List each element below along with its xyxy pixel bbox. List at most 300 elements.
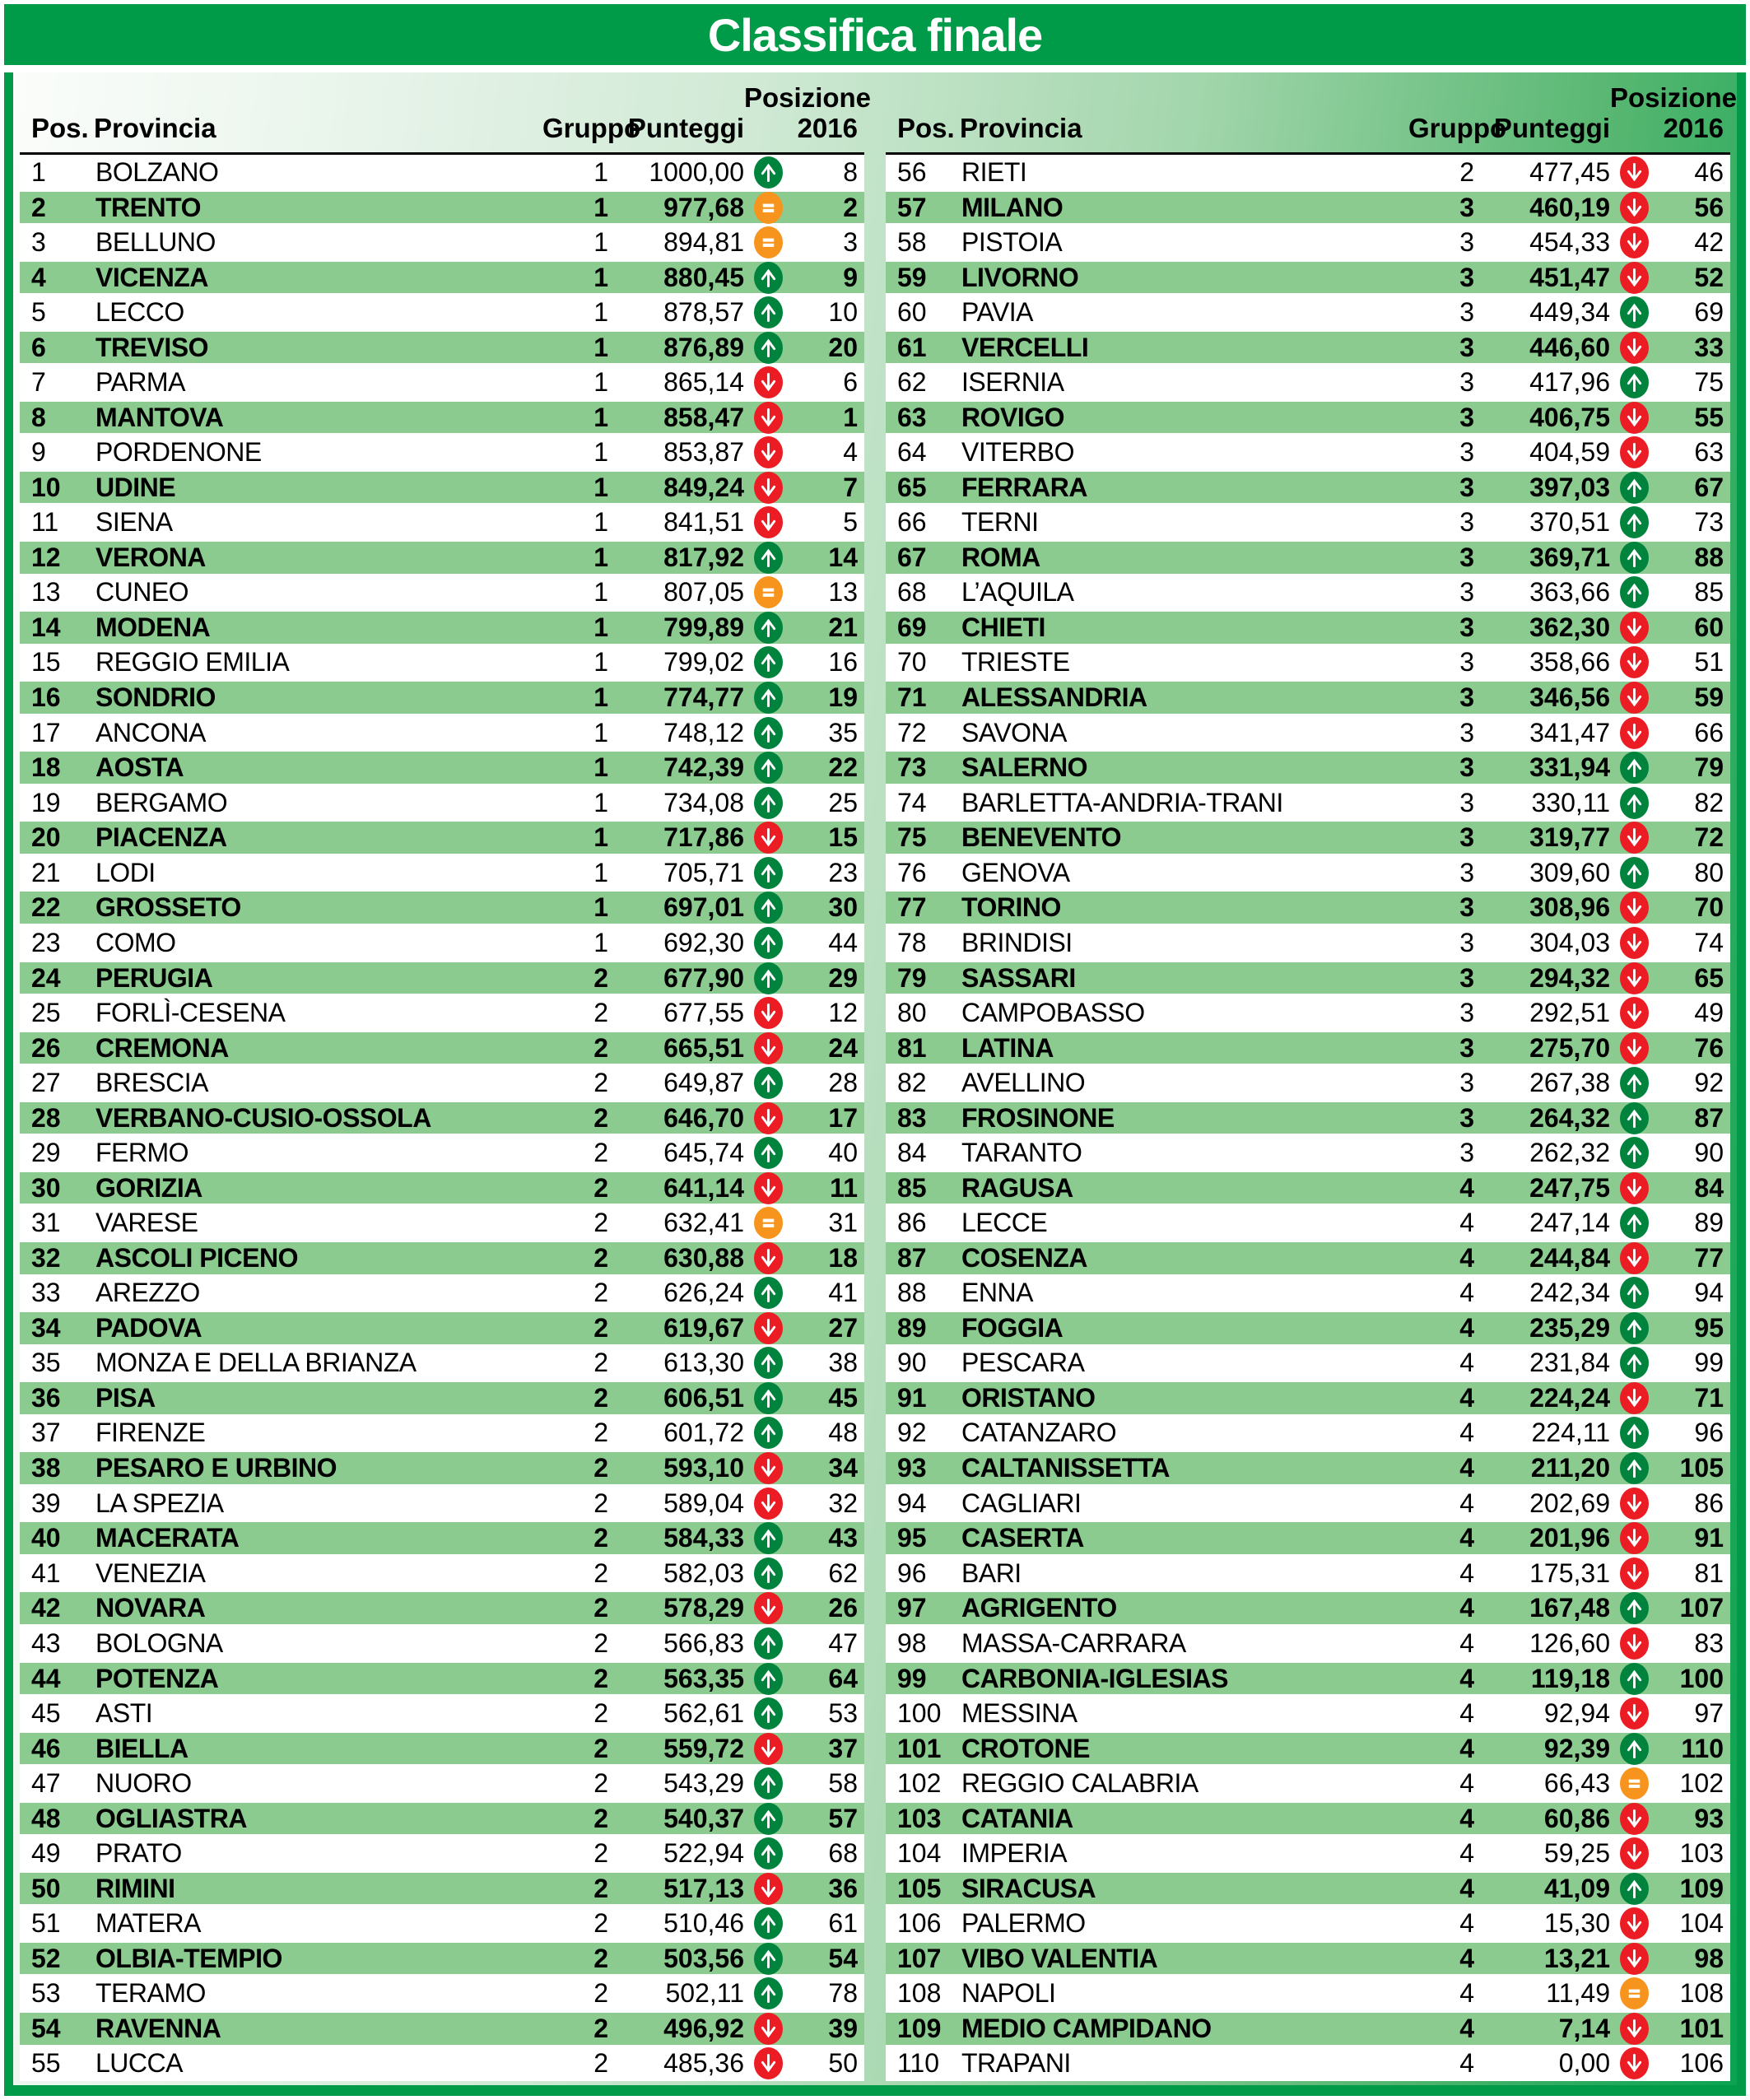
score-cell: 242,34 bbox=[1529, 1278, 1610, 1308]
score-cell: 362,30 bbox=[1529, 612, 1610, 643]
trend-icon-cell bbox=[1610, 962, 1658, 994]
trend-icon-cell bbox=[1610, 1627, 1658, 1660]
down-arrow-icon bbox=[1620, 997, 1649, 1029]
up-arrow-icon bbox=[1620, 1733, 1649, 1765]
column-header-posizione-line2: 2016 bbox=[1663, 113, 1724, 144]
trend-icon-cell bbox=[1610, 822, 1658, 854]
rank-cell: 64 bbox=[897, 437, 927, 468]
position-2016-cell: 110 bbox=[1681, 1733, 1724, 1763]
trend-icon-cell bbox=[744, 436, 792, 468]
down-arrow-icon bbox=[1620, 192, 1649, 224]
down-arrow-icon bbox=[1620, 226, 1649, 258]
group-cell: 3 bbox=[1459, 927, 1474, 957]
rank-cell: 31 bbox=[31, 1208, 61, 1238]
rank-cell: 78 bbox=[897, 927, 927, 957]
down-arrow-icon bbox=[1620, 962, 1649, 994]
table-row bbox=[886, 1381, 1730, 1416]
position-2016-cell: 85 bbox=[1694, 577, 1724, 608]
up-arrow-icon bbox=[754, 1382, 783, 1414]
table-row bbox=[20, 1486, 864, 1521]
score-cell: 665,51 bbox=[663, 1032, 744, 1063]
score-cell: 304,03 bbox=[1529, 927, 1610, 957]
rank-cell: 60 bbox=[897, 296, 927, 327]
table-row bbox=[20, 1590, 864, 1626]
down-arrow-icon bbox=[1620, 1943, 1649, 1975]
down-arrow-icon bbox=[1620, 927, 1649, 959]
table-left-rows bbox=[20, 155, 864, 2085]
province-cell: PISTOIA bbox=[961, 226, 1063, 257]
score-cell: 66,43 bbox=[1543, 1767, 1610, 1798]
position-2016-cell: 44 bbox=[828, 927, 858, 957]
table-row bbox=[886, 855, 1730, 891]
table-left-header bbox=[20, 72, 872, 155]
score-cell: 646,70 bbox=[663, 1102, 744, 1133]
province-cell: FROSINONE bbox=[961, 1102, 1115, 1133]
group-cell: 3 bbox=[1459, 296, 1474, 327]
table-row bbox=[886, 645, 1730, 681]
trend-icon-cell bbox=[1610, 717, 1658, 749]
rank-cell: 37 bbox=[31, 1418, 61, 1448]
column-header-pos: Pos. bbox=[897, 113, 955, 143]
rank-cell: 41 bbox=[31, 1558, 61, 1588]
province-cell: FIRENZE bbox=[95, 1418, 206, 1448]
position-2016-cell: 4 bbox=[843, 437, 858, 468]
position-2016-cell: 12 bbox=[828, 997, 858, 1027]
group-cell: 3 bbox=[1459, 507, 1474, 538]
up-arrow-icon bbox=[754, 1417, 783, 1449]
group-cell: 4 bbox=[1459, 1593, 1474, 1623]
province-cell: VERBANO-CUSIO-OSSOLA bbox=[95, 1102, 431, 1133]
table-row bbox=[886, 190, 1730, 226]
up-arrow-icon bbox=[754, 1907, 783, 1939]
province-cell: MACERATA bbox=[95, 1523, 240, 1553]
rank-cell: 54 bbox=[31, 2013, 61, 2043]
position-2016-cell: 49 bbox=[1694, 997, 1724, 1027]
score-cell: 60,86 bbox=[1543, 1803, 1610, 1833]
score-cell: 717,86 bbox=[663, 822, 744, 853]
trend-icon-cell bbox=[1610, 402, 1658, 434]
table-row bbox=[886, 1135, 1730, 1171]
table-row bbox=[886, 1241, 1730, 1276]
position-2016-cell: 34 bbox=[828, 1453, 858, 1483]
province-cell: LIVORNO bbox=[961, 262, 1079, 292]
province-cell: RAVENNA bbox=[95, 2013, 221, 2043]
score-cell: 262,32 bbox=[1529, 1138, 1610, 1168]
group-cell: 2 bbox=[593, 1943, 608, 1973]
rank-cell: 63 bbox=[897, 402, 927, 432]
trend-icon-cell bbox=[744, 752, 792, 784]
group-cell: 2 bbox=[593, 1067, 608, 1097]
down-arrow-icon bbox=[1620, 892, 1649, 924]
rank-cell: 18 bbox=[31, 752, 61, 783]
trend-icon-cell bbox=[744, 1873, 792, 1905]
up-arrow-icon bbox=[754, 1067, 783, 1099]
rank-cell: 43 bbox=[31, 1627, 61, 1658]
up-arrow-icon bbox=[754, 262, 783, 294]
down-arrow-icon bbox=[1620, 1488, 1649, 1520]
table-row bbox=[20, 1416, 864, 1451]
trend-icon-cell bbox=[1610, 1277, 1658, 1309]
table-row bbox=[20, 1205, 864, 1241]
rank-cell: 32 bbox=[31, 1242, 61, 1273]
trend-icon-cell bbox=[744, 366, 792, 398]
down-arrow-icon bbox=[1620, 1522, 1649, 1554]
rank-cell: 38 bbox=[31, 1453, 61, 1483]
group-cell: 3 bbox=[1459, 577, 1474, 608]
up-arrow-icon bbox=[754, 787, 783, 819]
trend-icon-cell bbox=[744, 226, 792, 258]
table-row bbox=[886, 1486, 1730, 1521]
position-2016-cell: 67 bbox=[1694, 472, 1724, 502]
trend-icon-cell bbox=[1610, 1312, 1658, 1344]
rank-cell: 76 bbox=[897, 857, 927, 887]
score-cell: 589,04 bbox=[663, 1488, 744, 1518]
rank-cell: 4 bbox=[31, 262, 46, 292]
score-cell: 331,94 bbox=[1529, 752, 1610, 783]
rank-cell: 106 bbox=[897, 1908, 942, 1939]
position-2016-cell: 79 bbox=[1694, 752, 1724, 783]
group-cell: 2 bbox=[593, 1873, 608, 1903]
table-row bbox=[20, 505, 864, 540]
table-row bbox=[886, 330, 1730, 366]
rank-cell: 59 bbox=[897, 262, 927, 292]
position-2016-cell: 5 bbox=[843, 507, 858, 538]
position-2016-cell: 95 bbox=[1694, 1313, 1724, 1343]
province-cell: CATANIA bbox=[961, 1803, 1073, 1833]
province-cell: SAVONA bbox=[961, 717, 1067, 747]
trend-icon-cell bbox=[1610, 752, 1658, 784]
score-cell: 404,59 bbox=[1529, 437, 1610, 468]
province-cell: MEDIO CAMPIDANO bbox=[961, 2013, 1212, 2043]
table-row bbox=[886, 1906, 1730, 1941]
trend-icon-cell bbox=[744, 2047, 792, 2079]
group-cell: 4 bbox=[1459, 1208, 1474, 1238]
rank-cell: 74 bbox=[897, 787, 927, 817]
trend-icon-cell bbox=[744, 717, 792, 749]
score-cell: 370,51 bbox=[1529, 507, 1610, 538]
position-2016-cell: 32 bbox=[828, 1488, 858, 1518]
province-cell: PESCARA bbox=[961, 1348, 1085, 1378]
rank-cell: 72 bbox=[897, 717, 927, 747]
position-2016-cell: 55 bbox=[1694, 402, 1724, 432]
province-cell: BARLETTA-ANDRIA-TRANI bbox=[961, 787, 1283, 817]
position-2016-cell: 42 bbox=[1694, 226, 1724, 257]
up-arrow-icon bbox=[754, 1767, 783, 1800]
rank-cell: 23 bbox=[31, 927, 61, 957]
score-cell: 264,32 bbox=[1529, 1102, 1610, 1133]
group-cell: 2 bbox=[593, 1313, 608, 1343]
group-cell: 3 bbox=[1459, 787, 1474, 817]
trend-icon-cell bbox=[744, 822, 792, 854]
rank-cell: 98 bbox=[897, 1627, 927, 1658]
province-cell: TRAPANI bbox=[961, 2048, 1071, 2079]
province-cell: FERMO bbox=[95, 1138, 189, 1168]
rank-cell: 77 bbox=[897, 892, 927, 923]
province-cell: RIMINI bbox=[95, 1873, 175, 1903]
score-cell: 566,83 bbox=[663, 1627, 744, 1658]
up-arrow-icon bbox=[1620, 1137, 1649, 1169]
table-row bbox=[20, 1520, 864, 1556]
table-right-rows bbox=[886, 155, 1730, 2085]
group-cell: 1 bbox=[593, 332, 608, 362]
group-cell: 4 bbox=[1459, 1523, 1474, 1553]
province-cell: AGRIGENTO bbox=[961, 1593, 1117, 1623]
score-cell: 247,14 bbox=[1529, 1208, 1610, 1238]
score-cell: 41,09 bbox=[1543, 1873, 1610, 1903]
score-cell: 510,46 bbox=[663, 1908, 744, 1939]
province-cell: AVELLINO bbox=[961, 1067, 1086, 1097]
up-arrow-icon bbox=[754, 1697, 783, 1730]
table-row bbox=[20, 2011, 864, 2046]
table-row bbox=[886, 925, 1730, 961]
trend-icon-cell bbox=[1610, 1488, 1658, 1520]
table-row bbox=[886, 890, 1730, 925]
position-2016-cell: 100 bbox=[1679, 1663, 1724, 1693]
position-2016-cell: 63 bbox=[1694, 437, 1724, 468]
position-2016-cell: 92 bbox=[1694, 1067, 1724, 1097]
rank-cell: 61 bbox=[897, 332, 927, 362]
tables-wrapper bbox=[20, 72, 1738, 2085]
group-cell: 4 bbox=[1459, 1873, 1474, 1903]
trend-icon-cell bbox=[744, 402, 792, 434]
table-row bbox=[886, 225, 1730, 260]
group-cell: 3 bbox=[1459, 226, 1474, 257]
trend-icon-cell bbox=[1610, 366, 1658, 398]
position-2016-cell: 39 bbox=[828, 2013, 858, 2043]
score-cell: 807,05 bbox=[663, 577, 744, 608]
table-row bbox=[886, 505, 1730, 540]
position-2016-cell: 13 bbox=[828, 577, 858, 608]
up-arrow-icon bbox=[754, 962, 783, 994]
table-row bbox=[20, 190, 864, 226]
position-2016-cell: 97 bbox=[1694, 1697, 1724, 1728]
trend-icon-cell bbox=[1610, 1663, 1658, 1695]
down-arrow-icon bbox=[754, 1242, 783, 1274]
rank-cell: 12 bbox=[31, 542, 61, 573]
group-cell: 1 bbox=[593, 472, 608, 502]
up-arrow-icon bbox=[754, 1627, 783, 1660]
up-arrow-icon bbox=[754, 1522, 783, 1554]
column-header-gruppo: Gruppo bbox=[542, 113, 641, 143]
score-cell: 477,45 bbox=[1529, 156, 1610, 187]
position-2016-cell: 26 bbox=[828, 1593, 858, 1623]
rank-cell: 90 bbox=[897, 1348, 927, 1378]
rank-cell: 5 bbox=[31, 296, 46, 327]
group-cell: 2 bbox=[593, 1102, 608, 1133]
score-cell: 460,19 bbox=[1529, 192, 1610, 222]
up-arrow-icon bbox=[1620, 857, 1649, 889]
rank-cell: 97 bbox=[897, 1593, 927, 1623]
trend-icon-cell bbox=[1610, 892, 1658, 924]
position-2016-cell: 102 bbox=[1679, 1767, 1724, 1798]
group-cell: 3 bbox=[1459, 367, 1474, 398]
rank-cell: 79 bbox=[897, 962, 927, 993]
trend-icon-cell bbox=[1610, 576, 1658, 608]
province-cell: PORDENONE bbox=[95, 437, 262, 468]
up-arrow-icon bbox=[1620, 1663, 1649, 1695]
trend-icon-cell bbox=[744, 1137, 792, 1169]
province-cell: IMPERIA bbox=[961, 1838, 1068, 1869]
position-2016-cell: 81 bbox=[1694, 1558, 1724, 1588]
rank-cell: 82 bbox=[897, 1067, 927, 1097]
rank-cell: 107 bbox=[897, 1943, 942, 1973]
trend-icon-cell bbox=[1610, 1592, 1658, 1624]
rank-cell: 2 bbox=[31, 192, 46, 222]
group-cell: 3 bbox=[1459, 402, 1474, 432]
group-cell: 2 bbox=[593, 1278, 608, 1308]
group-cell: 2 bbox=[593, 1838, 608, 1869]
group-cell: 4 bbox=[1459, 1697, 1474, 1728]
province-cell: SIENA bbox=[95, 507, 173, 538]
title-separator bbox=[4, 65, 1746, 72]
score-cell: 562,61 bbox=[663, 1697, 744, 1728]
position-2016-cell: 35 bbox=[828, 717, 858, 747]
table-row bbox=[886, 470, 1730, 505]
trend-icon-cell bbox=[744, 1347, 792, 1379]
group-cell: 4 bbox=[1459, 1453, 1474, 1483]
group-cell: 1 bbox=[593, 542, 608, 573]
down-arrow-icon bbox=[1620, 332, 1649, 364]
province-cell: PARMA bbox=[95, 367, 185, 398]
down-arrow-icon bbox=[754, 1733, 783, 1765]
province-cell: CAGLIARI bbox=[961, 1488, 1082, 1518]
score-cell: 677,90 bbox=[663, 962, 744, 993]
position-2016-cell: 88 bbox=[1694, 542, 1724, 573]
position-2016-cell: 65 bbox=[1694, 962, 1724, 993]
rank-cell: 36 bbox=[31, 1383, 61, 1413]
group-cell: 3 bbox=[1459, 542, 1474, 573]
province-cell: CREMONA bbox=[95, 1032, 229, 1063]
down-arrow-icon bbox=[1620, 646, 1649, 678]
table-row bbox=[886, 1346, 1730, 1381]
province-cell: CUNEO bbox=[95, 577, 189, 608]
score-cell: 0,00 bbox=[1558, 2048, 1610, 2079]
trend-icon-cell bbox=[1610, 646, 1658, 678]
up-arrow-icon bbox=[1620, 752, 1649, 784]
score-cell: 774,77 bbox=[663, 682, 744, 713]
up-arrow-icon bbox=[754, 717, 783, 749]
trend-icon-cell bbox=[744, 1733, 792, 1765]
group-cell: 1 bbox=[593, 226, 608, 257]
province-cell: ALESSANDRIA bbox=[961, 682, 1147, 713]
rank-cell: 81 bbox=[897, 1032, 927, 1063]
score-cell: 231,84 bbox=[1529, 1348, 1610, 1378]
rank-cell: 29 bbox=[31, 1138, 61, 1168]
province-cell: CASERTA bbox=[961, 1523, 1084, 1553]
group-cell: 1 bbox=[593, 717, 608, 747]
up-arrow-icon bbox=[754, 332, 783, 364]
province-cell: SASSARI bbox=[961, 962, 1076, 993]
equal-icon bbox=[1620, 1767, 1649, 1800]
down-arrow-icon bbox=[754, 1102, 783, 1134]
rank-cell: 19 bbox=[31, 787, 61, 817]
table-row bbox=[886, 1836, 1730, 1871]
rank-cell: 30 bbox=[31, 1172, 61, 1203]
up-arrow-icon bbox=[754, 542, 783, 574]
province-cell: SALERNO bbox=[961, 752, 1087, 783]
group-cell: 4 bbox=[1459, 1838, 1474, 1869]
province-cell: FERRARA bbox=[961, 472, 1087, 502]
trend-icon-cell bbox=[744, 542, 792, 574]
table-row bbox=[886, 1101, 1730, 1136]
province-cell: ISERNIA bbox=[961, 367, 1064, 398]
up-arrow-icon bbox=[1620, 1452, 1649, 1484]
table-row bbox=[886, 1205, 1730, 1241]
table-row bbox=[886, 1801, 1730, 1837]
position-2016-cell: 107 bbox=[1679, 1593, 1724, 1623]
score-cell: 799,02 bbox=[663, 647, 744, 677]
rank-cell: 53 bbox=[31, 1978, 61, 2009]
score-cell: 878,57 bbox=[663, 296, 744, 327]
rank-cell: 68 bbox=[897, 577, 927, 608]
rank-cell: 70 bbox=[897, 647, 927, 677]
table-row bbox=[20, 2046, 864, 2082]
province-cell: MESSINA bbox=[961, 1697, 1077, 1728]
province-cell: TERNI bbox=[961, 507, 1039, 538]
province-cell: AREZZO bbox=[95, 1278, 200, 1308]
rank-cell: 89 bbox=[897, 1313, 927, 1343]
position-2016-cell: 96 bbox=[1694, 1418, 1724, 1448]
position-2016-cell: 22 bbox=[828, 752, 858, 783]
rank-cell: 17 bbox=[31, 717, 61, 747]
column-header-gruppo: Gruppo bbox=[1408, 113, 1507, 143]
table-row bbox=[20, 995, 864, 1031]
group-cell: 2 bbox=[593, 1978, 608, 2009]
group-cell: 1 bbox=[593, 647, 608, 677]
table-row bbox=[886, 1416, 1730, 1451]
score-cell: 649,87 bbox=[663, 1067, 744, 1097]
group-cell: 4 bbox=[1459, 1278, 1474, 1308]
table-row bbox=[886, 1556, 1730, 1591]
up-arrow-icon bbox=[1620, 1277, 1649, 1309]
trend-icon-cell bbox=[1610, 156, 1658, 189]
province-cell: PRATO bbox=[95, 1838, 182, 1869]
score-cell: 224,24 bbox=[1529, 1383, 1610, 1413]
province-cell: POTENZA bbox=[95, 1663, 219, 1693]
province-cell: BENEVENTO bbox=[961, 822, 1122, 853]
position-2016-cell: 36 bbox=[828, 1873, 858, 1903]
province-cell: ROVIGO bbox=[961, 402, 1065, 432]
position-2016-cell: 28 bbox=[828, 1067, 858, 1097]
score-cell: 593,10 bbox=[663, 1453, 744, 1483]
trend-icon-cell bbox=[1610, 787, 1658, 819]
score-cell: 119,18 bbox=[1530, 1663, 1610, 1693]
group-cell: 3 bbox=[1459, 1032, 1474, 1063]
province-cell: GENOVA bbox=[961, 857, 1070, 887]
score-cell: 677,55 bbox=[663, 997, 744, 1027]
province-cell: REGGIO EMILIA bbox=[95, 647, 290, 677]
rank-cell: 44 bbox=[31, 1663, 61, 1693]
province-cell: BOLZANO bbox=[95, 156, 219, 187]
group-cell: 3 bbox=[1459, 262, 1474, 292]
down-arrow-icon bbox=[754, 1488, 783, 1520]
score-cell: 369,71 bbox=[1529, 542, 1610, 573]
province-cell: LUCCA bbox=[95, 2048, 183, 2079]
rank-cell: 83 bbox=[897, 1102, 927, 1133]
rank-cell: 102 bbox=[897, 1767, 942, 1798]
up-arrow-icon bbox=[1620, 1207, 1649, 1239]
down-arrow-icon bbox=[1620, 1697, 1649, 1730]
table-row bbox=[20, 575, 864, 611]
score-cell: 247,75 bbox=[1529, 1172, 1610, 1203]
trend-icon-cell bbox=[1610, 1522, 1658, 1554]
score-cell: 267,38 bbox=[1529, 1067, 1610, 1097]
province-cell: OGLIASTRA bbox=[95, 1803, 247, 1833]
score-cell: 522,94 bbox=[663, 1838, 744, 1869]
score-cell: 817,92 bbox=[663, 542, 744, 573]
down-arrow-icon bbox=[1620, 1242, 1649, 1274]
trend-icon-cell bbox=[744, 576, 792, 608]
